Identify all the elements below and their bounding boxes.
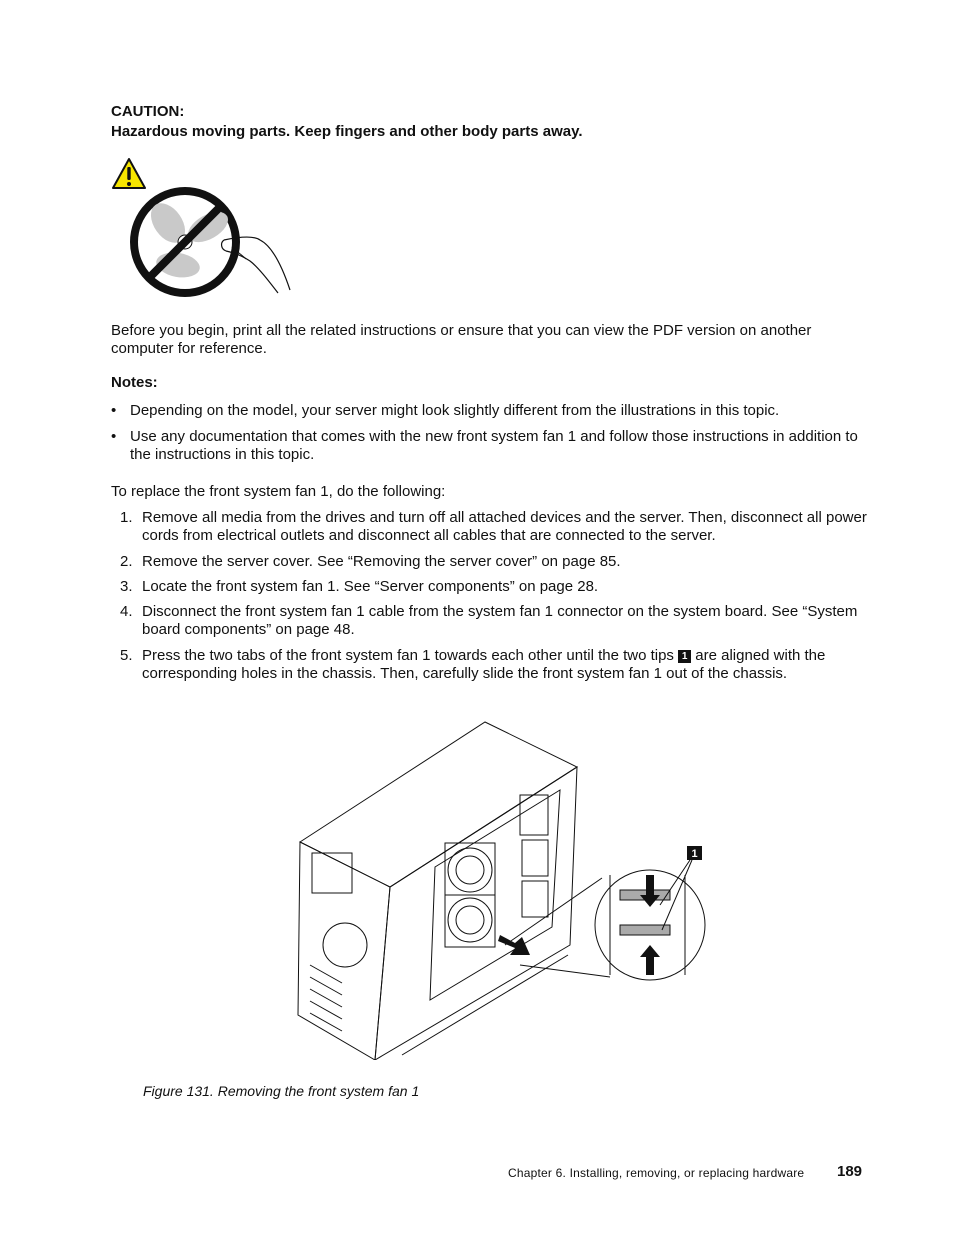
no-fingers-fan-icon — [128, 185, 294, 300]
figure-callout: 1 — [691, 848, 698, 860]
step-text — [142, 647, 870, 683]
footer-chapter: Chapter 6. Installing, removing, or replacing hardware — [508, 1166, 805, 1180]
callout-badge: 1 — [678, 650, 691, 663]
figure-caption: Figure 131. Removing the front system fan 1 — [143, 1083, 420, 1099]
step-item — [120, 553, 870, 571]
step-text: Remove all media from the drives and turn off all attached devices and the server. Then, disconnect all power cords from electrical outlets and disconnect all cables that are connected to the server. — [142, 509, 867, 544]
step-text-part: are aligned with the corresponding holes in the chassis. Then, carefully slide the front system fan 1 out of the chassis. — [142, 647, 826, 682]
note-item — [111, 428, 871, 464]
step-number: 4. — [120, 603, 133, 620]
step-number: 1. — [120, 509, 133, 526]
server-fan-illustration — [290, 715, 710, 1060]
note-text: Depending on the model, your server might look slightly different from the illustrations in this topic. — [130, 402, 780, 419]
step-number: 5. — [120, 647, 133, 664]
procedure-lead: To replace the front system fan 1, do the following: — [111, 483, 446, 500]
step-number: 2. — [120, 553, 133, 570]
step-number: 3. — [120, 578, 133, 595]
step-text-part: Press the two tabs of the front system fan 1 towards each other until the two tips — [142, 647, 679, 664]
step-text: Remove the server cover. See “Removing the server cover” on page 85. — [142, 553, 621, 570]
note-item — [111, 402, 871, 420]
step-text: Locate the front system fan 1. See “Server components” on page 28. — [142, 578, 599, 595]
step-item — [120, 603, 870, 639]
caution-title: CAUTION: — [111, 103, 185, 120]
step-item — [120, 647, 870, 683]
caution-text: Hazardous moving parts. Keep fingers and other body parts away. — [111, 123, 583, 140]
step-item — [120, 509, 870, 545]
step-item — [120, 578, 870, 596]
page-number: 189 — [837, 1163, 863, 1180]
intro-paragraph: Before you begin, print all the related instructions or ensure that you can view the PDF version on another computer for reference. — [111, 322, 812, 357]
bullet-icon: • — [111, 402, 117, 419]
step-text: Disconnect the front system fan 1 cable from the system fan 1 connector on the system board. See “System board components” on page 48. — [142, 603, 858, 638]
notes-heading: Notes: — [111, 374, 158, 391]
note-text: Use any documentation that comes with the new front system fan 1 and follow those instructions in addition to the instructions in this topic. — [130, 428, 858, 463]
bullet-icon: • — [111, 428, 117, 445]
